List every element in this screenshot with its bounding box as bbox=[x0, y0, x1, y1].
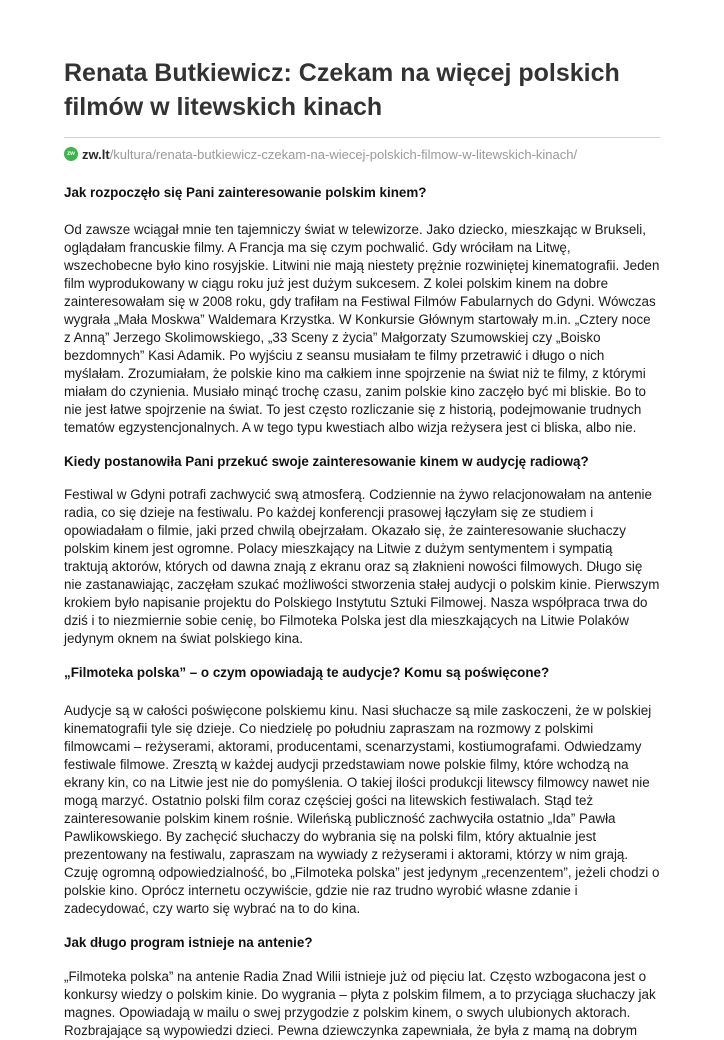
interview-answer-4: „Filmoteka polska” na antenie Radia Znad Wilii istnieje już od pięciu lat. Często wzbogacona jest o konkursy wiedzy o polskim kinie. Do wygrania – płyta z polskim filmem, a to przyciąga słuchaczy jak magnes. Opowiadają w mailu o swej przygodzie z polskim kinem, o swych ulubionych aktorach. Rozbrajające są wypowiedzi dzieci. Pewna dziewczynka zapewniała, że była z mamą na dobrym bbox=[64, 969, 656, 1038]
interview-answer-3: Audycje są w całości poświęcone polskiemu kinu. Nasi słuchacze są mile zaskoczeni, że w polskiej kinematografii tyle się dzieje. Co niedzielę po południu zapraszam na rozmowy z polskimi filmowcami – reżyserami, aktorami, producentami, scenarzystami, kostiumografami. Odwiedzamy festiwale filmowe. Zresztą w każdej audycji przedstawiam nowe polskie filmy, które wchodzą na ekrany kin, co na Litwie jest nie do pomyślenia. O takiej ilości produkcji litewscy filmowcy nawet nie mogą marzyć. Ostatnio polski film coraz częściej gości na litewskich festiwalach. Stąd też zainteresowanie polskim kinem rośnie. Wileńską publiczność zachwyciła ostatnio „Ida” Pawła Pawlikowskiego. By zachęcić słuchaczy do wybrania się na polski film, który aktualnie jest prezentowany na festiwalu, zapraszam na wywiady z reżyserami i aktorami, którzy w nim grają. Czuję ogromną odpowiedzialność, bo „Filmoteka polska” jest jedynym „recenzentem”, jeżeli chodzi o polskie kino. Oprócz internetu oczywiście, gdzie nie raz trudno wyrobić własne zdanie i zadecydować, czy warto się wybrać na to do kina. bbox=[64, 703, 660, 916]
interview-question-2: Kiedy postanowiła Pani przekuć swoje zainteresowanie kinem w audycję radiową? bbox=[64, 454, 589, 469]
source-path[interactable]: /kultura/renata-butkiewicz-czekam-na-wiecej-polskich-filmow-w-litewskich-kinach/ bbox=[109, 146, 578, 162]
interview-question-4: Jak długo program istnieje na antenie? bbox=[64, 935, 313, 950]
source-link[interactable] bbox=[64, 144, 660, 164]
interview-question-1: Jak rozpoczęło się Pani zainteresowanie polskim kinem? bbox=[64, 185, 427, 200]
article-title: Renata Butkiewicz: Czekam na więcej polskich filmów w litewskich kinach bbox=[64, 59, 620, 121]
article bbox=[64, 0, 660, 1040]
title-divider bbox=[64, 137, 660, 138]
interview-answer-2: Festiwal w Gdyni potrafi zachwycić swą atmosferą. Codziennie na żywo relacjonowałam na antenie radia, co się dzieje na festiwalu. Po każdej konferencji prasowej łączyłam się ze studiem i opowiadałam o filmie, jaki przed chwilą obejrzałam. Okazało się, że zainteresowanie słuchaczy polskim kinem jest ogromne. Polacy mieszkający na Litwie z dużym sentymentem i sympatią traktują aktorów, których od dawna znają z ekranu oraz są złaknieni nowości filmowych. Długo się nie zastanawiając, zaczęłam szukać możliwości stworzenia stałej audycji o polskim kinie. Pierwszym krokiem było napisanie projektu do Polskiego Instytutu Sztuki Filmowej. Nasza współpraca trwa do dziś i to niezmiernie sobie cenię, bo Filmoteka Polska jest dla mieszkających na Litwie Polaków jedynym oknem na świat polskiego kina. bbox=[64, 487, 660, 646]
site-logo-icon: zw bbox=[64, 147, 78, 161]
interview-question-3: „Filmoteka polska” – o czym opowiadają te audycje? Komu są poświęcone? bbox=[64, 665, 550, 680]
source-domain[interactable]: zw.lt bbox=[82, 146, 110, 162]
interview-answer-1: Od zawsze wciągał mnie ten tajemniczy świat w telewizorze. Jako dziecko, mieszkając w Brukseli, oglądałam francuskie filmy. A Francja ma się czym pochwalić. Gdy wróciłam na Litwę, wszechobecne było kino rosyjskie. Litwini nie mają niestety prężnie rozwiniętej kinematografii. Jeden film wyprodukowany w ciągu roku już jest dużym sukcesem. Z kolei polskim kinem na dobre zainteresowałam się w 2008 roku, gdy trafiłam na Festiwal Filmów Fabularnych do Gdyni. Wówczas wygrała „Mała Moskwa” Waldemara Krzystka. W Konkursie Głównym startowały m.in. „Cztery noce z Anną” Jerzego Skolimowskiego, „33 Sceny z życia” Małgorzaty Szumowskiej czy „Boisko bezdomnych” Kasi Adamik. Po wyjściu z seansu musiałam te filmy przetrawić i długo o nich myślałam. Zrozumiałam, że polskie kino ma całkiem inne spojrzenie na świat niż te filmy, z którymi miałam do czynienia. Musiało minąć trochę czasu, zanim polskie kino zaczęło być mi bliskie. Bo to nie jest łatwe spojrzenie na świat. To jest często rozliczanie się z historią, podejmowanie trudnych tematów egzystencjonalnych. A w tego typu kwestiach albo wizja reżysera jest ci bliska, albo nie. bbox=[64, 222, 660, 435]
